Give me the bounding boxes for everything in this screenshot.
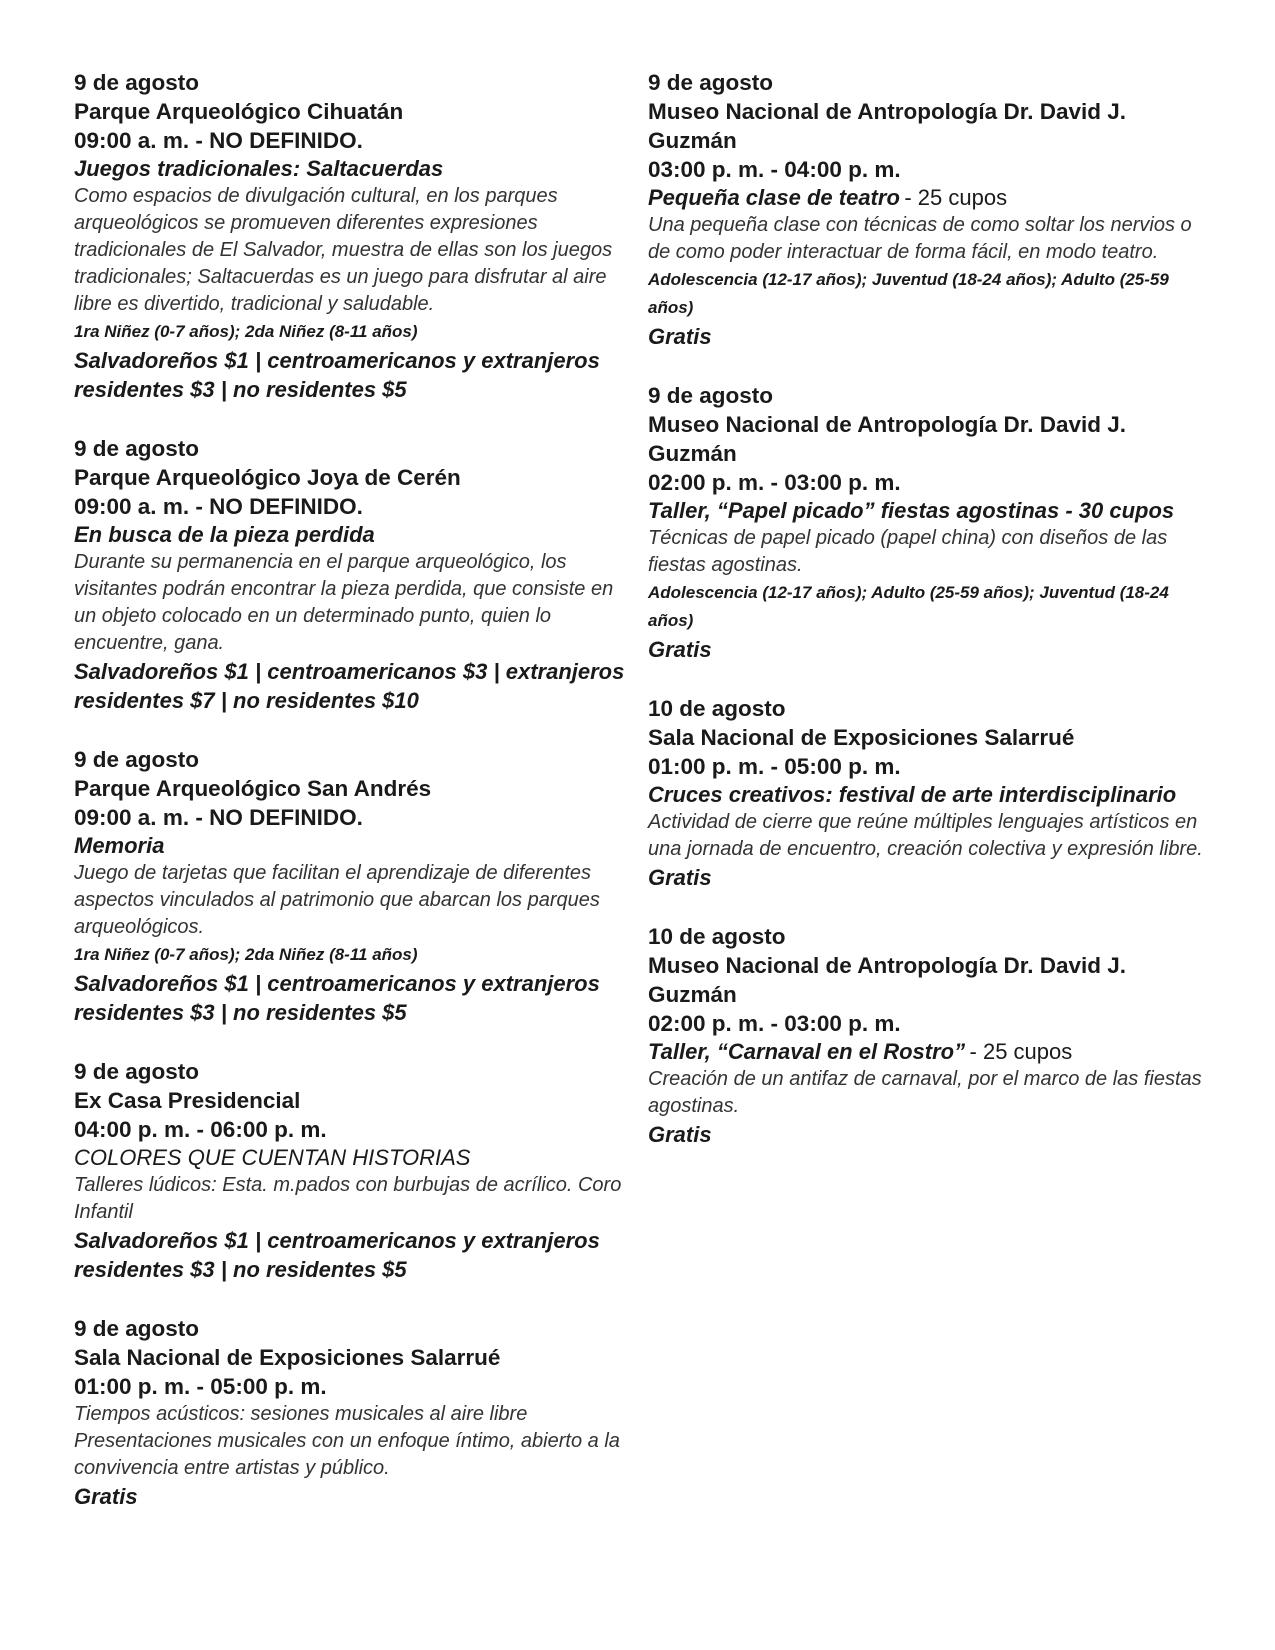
event-time: 01:00 p. m. - 05:00 p. m. <box>648 754 901 779</box>
event-cupos: - 25 cupos <box>969 1039 1073 1064</box>
event-venue: Museo Nacional de Antropología Dr. David J. Guzmán <box>648 412 1126 466</box>
event-time: 03:00 p. m. - 04:00 p. m. <box>648 157 901 182</box>
event-price: Salvadoreños $1 | centroamericanos y extranjeros residentes $3 | no residentes $5 <box>74 348 600 402</box>
event-description: Creación de un antifaz de carnaval, por el marco de las fiestas agostinas. <box>648 1068 1202 1117</box>
event-venue: Sala Nacional de Exposiciones Salarrué <box>74 1345 501 1370</box>
event-price: Gratis <box>74 1484 138 1509</box>
event-date: 9 de agosto <box>648 70 774 95</box>
event-audience: Adolescencia (12-17 años); Juventud (18-24 años); Adulto (25-59 años) <box>648 270 1169 317</box>
event-venue: Ex Casa Presidencial <box>74 1088 301 1113</box>
event-card <box>74 1057 634 1284</box>
event-audience: 1ra Niñez (0-7 años); 2da Niñez (8-11 años) <box>74 322 418 341</box>
right-column <box>648 68 1208 1179</box>
event-venue: Museo Nacional de Antropología Dr. David J. Guzmán <box>648 953 1126 1007</box>
event-cupos: - 25 cupos <box>904 185 1008 210</box>
event-time: 09:00 a. m. - NO DEFINIDO. <box>74 128 363 153</box>
event-audience: Adolescencia (12-17 años); Adulto (25-59 años); Juventud (18-24 años) <box>648 583 1169 630</box>
event-time: 09:00 a. m. - NO DEFINIDO. <box>74 805 363 830</box>
event-venue: Parque Arqueológico Cihuatán <box>74 99 404 124</box>
event-description: Talleres lúdicos: Esta. m.pados con burbujas de acrílico. Coro Infantil <box>74 1174 622 1223</box>
event-description: Durante su permanencia en el parque arqueológico, los visitantes podrán encontrar la pieza perdida, que consiste en un objeto colocado en un determinado punto, quien lo encuentre, gana. <box>74 551 614 654</box>
event-price: Salvadoreños $1 | centroamericanos $3 | extranjeros residentes $7 | no residentes $10 <box>74 659 625 713</box>
event-venue: Parque Arqueológico San Andrés <box>74 776 432 801</box>
event-description: Tiempos acústicos: sesiones musicales al aire libre Presentaciones musicales con un enfoque íntimo, abierto a la convivencia entre artistas y público. <box>74 1403 620 1479</box>
event-audience: 1ra Niñez (0-7 años); 2da Niñez (8-11 años) <box>74 945 418 964</box>
event-price: Salvadoreños $1 | centroamericanos y extranjeros residentes $3 | no residentes $5 <box>74 971 600 1025</box>
event-card <box>648 922 1208 1149</box>
event-title: Juegos tradicionales: Saltacuerdas <box>74 156 444 181</box>
event-card <box>648 68 1208 351</box>
event-venue: Museo Nacional de Antropología Dr. David J. Guzmán <box>648 99 1126 153</box>
event-date: 9 de agosto <box>74 70 200 95</box>
event-price: Gratis <box>648 1122 712 1147</box>
event-time: 02:00 p. m. - 03:00 p. m. <box>648 470 901 495</box>
event-description: Una pequeña clase con técnicas de como soltar los nervios o de como poder interactuar de forma fácil, en modo teatro. <box>648 214 1192 263</box>
event-title: Taller, “Papel picado” fiestas agostinas - 30 cupos <box>648 498 1175 523</box>
event-date: 9 de agosto <box>74 1316 200 1341</box>
event-date: 9 de agosto <box>74 747 200 772</box>
event-price: Gratis <box>648 637 712 662</box>
event-price: Gratis <box>648 865 712 890</box>
event-description: Juego de tarjetas que facilitan el aprendizaje de diferentes aspectos vinculados al patrimonio que abarcan los parques arqueológicos. <box>74 862 600 938</box>
event-description: Como espacios de divulgación cultural, en los parques arqueológicos se promueven diferentes expresiones tradicionales de El Salvador, muestra de ellas son los juegos tradicionales; Saltacuerdas es un juego para disfrutar al aire libre es divertido, tradicional y saludable. <box>74 185 613 315</box>
event-title: Cruces creativos: festival de arte interdisciplinario <box>648 782 1177 807</box>
event-price: Gratis <box>648 324 712 349</box>
event-time: 02:00 p. m. - 03:00 p. m. <box>648 1011 901 1036</box>
event-venue: Sala Nacional de Exposiciones Salarrué <box>648 725 1075 750</box>
event-title: Memoria <box>74 833 165 858</box>
event-date: 10 de agosto <box>648 696 786 721</box>
event-time: 09:00 a. m. - NO DEFINIDO. <box>74 494 363 519</box>
event-description: Técnicas de papel picado (papel china) con diseños de las fiestas agostinas. <box>648 527 1168 576</box>
event-title: En busca de la pieza perdida <box>74 522 375 547</box>
event-card <box>74 745 634 1027</box>
event-venue: Parque Arqueológico Joya de Cerén <box>74 465 461 490</box>
event-date: 9 de agosto <box>74 1059 200 1084</box>
event-time: 01:00 p. m. - 05:00 p. m. <box>74 1374 327 1399</box>
event-card <box>74 1314 634 1511</box>
event-date: 9 de agosto <box>648 383 774 408</box>
event-title: Taller, “Carnaval en el Rostro” <box>648 1039 966 1064</box>
event-date: 10 de agosto <box>648 924 786 949</box>
event-card <box>74 434 634 715</box>
event-card <box>74 68 634 404</box>
event-description: Actividad de cierre que reúne múltiples lenguajes artísticos en una jornada de encuentro, creación colectiva y expresión libre. <box>648 811 1203 860</box>
event-card <box>648 381 1208 664</box>
event-date: 9 de agosto <box>74 436 200 461</box>
event-price: Salvadoreños $1 | centroamericanos y extranjeros residentes $3 | no residentes $5 <box>74 1228 600 1282</box>
event-card <box>648 694 1208 892</box>
event-title: Pequeña clase de teatro <box>648 185 900 210</box>
event-title: COLORES QUE CUENTAN HISTORIAS <box>74 1145 471 1170</box>
event-time: 04:00 p. m. - 06:00 p. m. <box>74 1117 327 1142</box>
left-column <box>74 68 634 1541</box>
